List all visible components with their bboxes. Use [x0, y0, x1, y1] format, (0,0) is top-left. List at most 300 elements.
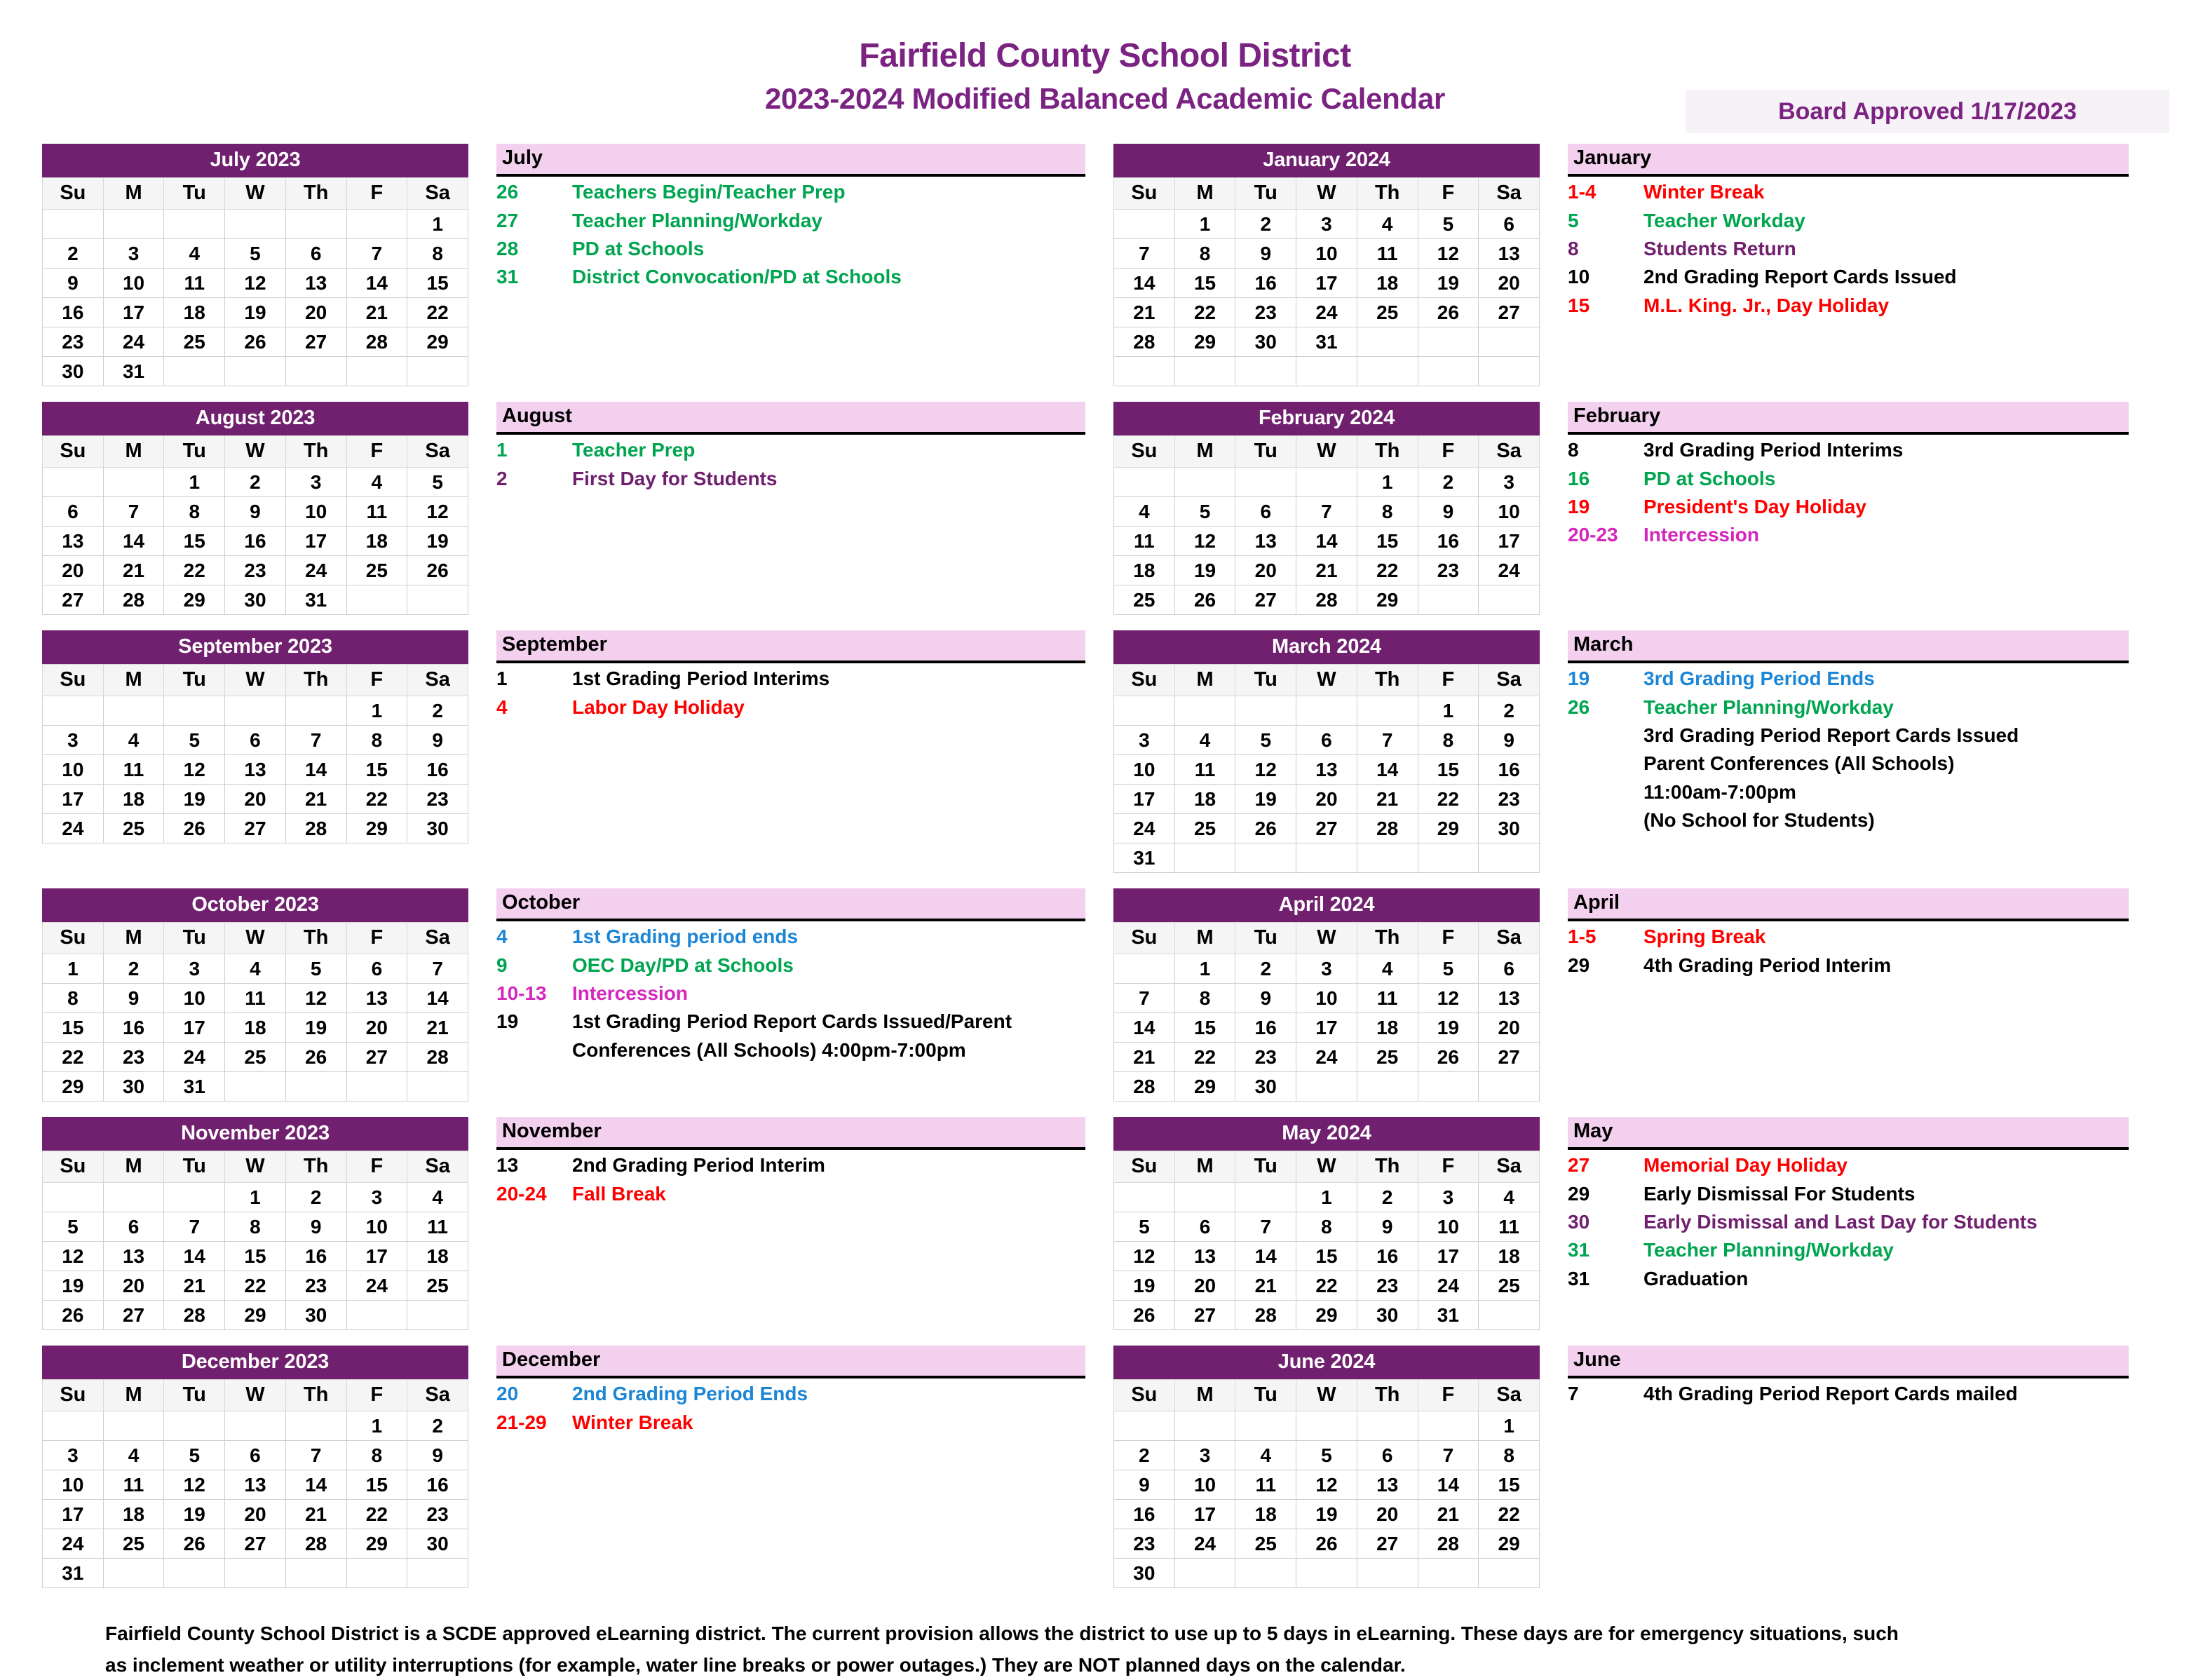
day-cell: 9	[407, 726, 468, 755]
day-cell: 8	[1174, 984, 1235, 1013]
weekday-header-f: F	[1418, 178, 1479, 210]
day-cell: 28	[346, 327, 407, 357]
week-row	[43, 1183, 468, 1212]
event-date: 15	[1568, 294, 1590, 316]
weekday-header-sa: Sa	[407, 436, 468, 468]
day-cell: 2	[285, 1183, 346, 1212]
weekday-header-su: Su	[43, 1380, 104, 1411]
day-cell: 21	[1114, 298, 1175, 327]
week-row	[1114, 1072, 1540, 1102]
day-cell: 22	[1479, 1500, 1540, 1529]
week-row	[43, 327, 468, 357]
weekday-header-row	[1114, 1151, 1540, 1183]
weekday-header-tu: Tu	[164, 1380, 225, 1411]
day-cell: 25	[103, 1529, 164, 1559]
day-cell: 7	[285, 1441, 346, 1470]
day-cell: 10	[1174, 1470, 1235, 1500]
week-row	[43, 269, 468, 298]
day-cell: 16	[1479, 755, 1540, 785]
day-cell: 11	[1174, 755, 1235, 785]
day-cell: 15	[43, 1013, 104, 1043]
empty-cell	[1418, 327, 1479, 357]
day-cell: 23	[103, 1043, 164, 1072]
day-cell: 18	[1235, 1500, 1296, 1529]
event-item	[496, 953, 1085, 978]
week-row	[1114, 785, 1540, 814]
empty-cell	[103, 1183, 164, 1212]
day-cell: 2	[407, 696, 468, 726]
month-table	[1113, 1379, 1540, 1588]
day-cell: 17	[103, 298, 164, 327]
day-cell: 20	[1235, 556, 1296, 585]
day-cell: 12	[407, 497, 468, 527]
day-cell: 1	[1479, 1411, 1540, 1441]
event-label: Teacher Workday	[1643, 209, 1805, 231]
day-cell: 3	[164, 954, 225, 984]
weekday-header-m: M	[1174, 1151, 1235, 1183]
week-row	[1114, 1043, 1540, 1072]
empty-cell	[1296, 468, 1357, 497]
empty-cell	[1174, 1411, 1235, 1441]
event-label: Fall Break	[572, 1182, 666, 1205]
week-row	[43, 785, 468, 814]
events-jul	[496, 144, 1085, 386]
day-cell: 27	[43, 585, 104, 615]
day-cell: 3	[1114, 726, 1175, 755]
empty-cell	[225, 210, 286, 239]
day-cell: 9	[1418, 497, 1479, 527]
event-label: PD at Schools	[1643, 467, 1776, 489]
day-cell: 27	[285, 327, 346, 357]
day-cell: 25	[103, 814, 164, 844]
event-item	[496, 208, 1085, 233]
day-cell: 13	[1296, 755, 1357, 785]
event-date: 8	[1568, 237, 1579, 259]
empty-cell	[1114, 954, 1175, 984]
weekday-header-th: Th	[1357, 1380, 1418, 1411]
event-date: 4	[496, 696, 508, 718]
weekday-header-w: W	[1296, 923, 1357, 954]
empty-cell	[164, 1183, 225, 1212]
weekday-header-f: F	[346, 923, 407, 954]
day-cell: 21	[1357, 785, 1418, 814]
day-cell: 20	[346, 1013, 407, 1043]
day-cell: 9	[1357, 1212, 1418, 1242]
event-item	[1568, 1381, 2129, 1407]
day-cell: 27	[1357, 1529, 1418, 1559]
day-cell: 23	[1235, 298, 1296, 327]
month-may2024	[1113, 1117, 1540, 1330]
weekday-header-th: Th	[1357, 178, 1418, 210]
week-row	[1114, 210, 1540, 239]
event-item	[1568, 236, 2129, 262]
event-item	[1568, 1238, 2129, 1263]
day-cell: 11	[1357, 239, 1418, 269]
empty-cell	[1357, 327, 1418, 357]
day-cell: 12	[1296, 1470, 1357, 1500]
day-cell: 14	[1296, 527, 1357, 556]
empty-cell	[285, 696, 346, 726]
day-cell: 1	[1296, 1183, 1357, 1212]
empty-cell	[1235, 1411, 1296, 1441]
day-cell: 30	[225, 585, 286, 615]
event-item	[1568, 494, 2129, 520]
day-cell: 15	[1174, 1013, 1235, 1043]
event-date: 26	[1568, 696, 1590, 718]
event-item	[496, 1038, 1085, 1063]
week-row	[43, 1072, 468, 1102]
weekday-header-f: F	[1418, 923, 1479, 954]
event-date: 1-4	[1568, 181, 1597, 203]
day-cell: 24	[1296, 298, 1357, 327]
week-row	[1114, 527, 1540, 556]
week-row	[1114, 755, 1540, 785]
weekday-header-sa: Sa	[407, 923, 468, 954]
month-table	[42, 664, 468, 844]
day-cell: 28	[1418, 1529, 1479, 1559]
day-cell: 20	[1296, 785, 1357, 814]
event-date: 8	[1568, 439, 1579, 461]
empty-cell	[164, 1411, 225, 1441]
day-cell: 17	[1114, 785, 1175, 814]
day-cell: 8	[407, 239, 468, 269]
day-cell: 7	[1296, 497, 1357, 527]
weekday-header-row	[43, 436, 468, 468]
month-table	[1113, 435, 1540, 615]
month-table	[1113, 922, 1540, 1102]
events-header: August	[496, 402, 1085, 435]
day-cell: 25	[164, 327, 225, 357]
day-cell: 2	[407, 1411, 468, 1441]
day-cell: 6	[1174, 1212, 1235, 1242]
day-cell: 3	[43, 1441, 104, 1470]
empty-cell	[103, 696, 164, 726]
week-row	[43, 1212, 468, 1242]
page-header	[0, 0, 2210, 125]
month-table	[1113, 177, 1540, 386]
day-cell: 29	[407, 327, 468, 357]
week-row	[1114, 1441, 1540, 1470]
events-aug	[496, 402, 1085, 615]
weekday-header-sa: Sa	[407, 1151, 468, 1183]
month-title: January 2024	[1113, 144, 1540, 177]
month-sep2023	[42, 630, 468, 873]
day-cell: 15	[1357, 527, 1418, 556]
weekday-header-th: Th	[285, 923, 346, 954]
day-cell: 14	[285, 1470, 346, 1500]
event-item	[1568, 723, 2129, 748]
weekday-header-w: W	[225, 178, 286, 210]
week-row	[1114, 1559, 1540, 1588]
day-cell: 13	[225, 755, 286, 785]
empty-cell	[1296, 1559, 1357, 1588]
day-cell: 2	[1479, 696, 1540, 726]
empty-cell	[346, 1301, 407, 1330]
day-cell: 2	[1114, 1441, 1175, 1470]
event-item	[496, 179, 1085, 205]
weekday-header-sa: Sa	[407, 665, 468, 696]
day-cell: 27	[1174, 1301, 1235, 1330]
event-item	[496, 1381, 1085, 1407]
week-row	[1114, 556, 1540, 585]
event-label: 3rd Grading Period Ends	[1643, 668, 1875, 690]
day-cell: 18	[103, 785, 164, 814]
day-cell: 17	[1296, 269, 1357, 298]
week-row	[1114, 1271, 1540, 1301]
weekday-header-row	[43, 1151, 468, 1183]
empty-cell	[346, 357, 407, 386]
day-cell: 31	[285, 585, 346, 615]
day-cell: 13	[1174, 1242, 1235, 1271]
day-cell: 26	[1174, 585, 1235, 615]
empty-cell	[1174, 468, 1235, 497]
event-item	[1568, 953, 2129, 978]
day-cell: 23	[1479, 785, 1540, 814]
day-cell: 16	[1114, 1500, 1175, 1529]
weekday-header-tu: Tu	[164, 1151, 225, 1183]
day-cell: 23	[1114, 1529, 1175, 1559]
day-cell: 28	[1114, 327, 1175, 357]
day-cell: 25	[1114, 585, 1175, 615]
day-cell: 5	[1235, 726, 1296, 755]
event-label: Teachers Begin/Teacher Prep	[572, 181, 846, 203]
day-cell: 26	[164, 1529, 225, 1559]
day-cell: 4	[1479, 1183, 1540, 1212]
day-cell: 25	[1479, 1271, 1540, 1301]
day-cell: 29	[1357, 585, 1418, 615]
empty-cell	[1418, 585, 1479, 615]
events-sep	[496, 630, 1085, 873]
events-apr	[1568, 888, 2129, 1102]
weekday-header-w: W	[225, 923, 286, 954]
event-item	[1568, 1266, 2129, 1292]
weekday-header-tu: Tu	[1235, 923, 1296, 954]
weekday-header-su: Su	[1114, 436, 1175, 468]
day-cell: 30	[1114, 1559, 1175, 1588]
day-cell: 9	[1114, 1470, 1175, 1500]
day-cell: 1	[346, 1411, 407, 1441]
week-row	[43, 954, 468, 984]
weekday-header-su: Su	[43, 665, 104, 696]
weekday-header-th: Th	[285, 178, 346, 210]
weekday-header-row	[43, 178, 468, 210]
empty-cell	[43, 1411, 104, 1441]
day-cell: 15	[346, 1470, 407, 1500]
day-cell: 13	[1479, 984, 1540, 1013]
day-cell: 15	[225, 1242, 286, 1271]
day-cell: 9	[1235, 984, 1296, 1013]
empty-cell	[164, 696, 225, 726]
week-row	[1114, 468, 1540, 497]
events-header: June	[1568, 1346, 2129, 1378]
day-cell: 1	[1357, 468, 1418, 497]
event-item	[1568, 264, 2129, 290]
empty-cell	[1479, 1072, 1540, 1102]
day-cell: 12	[43, 1242, 104, 1271]
empty-cell	[1174, 1183, 1235, 1212]
event-item	[496, 1410, 1085, 1435]
empty-cell	[1479, 357, 1540, 386]
weekday-header-su: Su	[1114, 665, 1175, 696]
weekday-header-su: Su	[43, 923, 104, 954]
week-row	[43, 1043, 468, 1072]
day-cell: 6	[1357, 1441, 1418, 1470]
week-row	[43, 210, 468, 239]
day-cell: 13	[43, 527, 104, 556]
week-row	[43, 1301, 468, 1330]
day-cell: 8	[1418, 726, 1479, 755]
day-cell: 7	[164, 1212, 225, 1242]
day-cell: 29	[1174, 1072, 1235, 1102]
week-row	[1114, 696, 1540, 726]
event-label: Early Dismissal For Students	[1643, 1182, 1916, 1205]
day-cell: 10	[164, 984, 225, 1013]
day-cell: 7	[407, 954, 468, 984]
day-cell: 11	[225, 984, 286, 1013]
day-cell: 6	[1296, 726, 1357, 755]
day-cell: 16	[407, 755, 468, 785]
day-cell: 15	[1418, 755, 1479, 785]
day-cell: 12	[1418, 984, 1479, 1013]
day-cell: 27	[225, 1529, 286, 1559]
day-cell: 19	[1418, 269, 1479, 298]
day-cell: 22	[346, 1500, 407, 1529]
day-cell: 11	[103, 755, 164, 785]
empty-cell	[1296, 844, 1357, 873]
day-cell: 2	[225, 468, 286, 497]
month-mar2024	[1113, 630, 1540, 873]
day-cell: 2	[1418, 468, 1479, 497]
week-row	[43, 814, 468, 844]
weekday-header-f: F	[1418, 436, 1479, 468]
events-header: July	[496, 144, 1085, 177]
board-approved-badge: Board Approved 1/17/2023	[1686, 90, 2169, 133]
empty-cell	[1235, 468, 1296, 497]
day-cell: 6	[103, 1212, 164, 1242]
day-cell: 19	[1235, 785, 1296, 814]
day-cell: 18	[1479, 1242, 1540, 1271]
event-date: 29	[1568, 1182, 1590, 1205]
event-item	[496, 666, 1085, 691]
event-item	[496, 264, 1085, 290]
weekday-header-f: F	[346, 436, 407, 468]
week-row	[1114, 1500, 1540, 1529]
event-item	[1568, 751, 2129, 776]
day-cell: 29	[164, 585, 225, 615]
day-cell: 9	[1479, 726, 1540, 755]
week-row	[1114, 984, 1540, 1013]
day-cell: 24	[1174, 1529, 1235, 1559]
weekday-header-tu: Tu	[1235, 436, 1296, 468]
day-cell: 26	[1235, 814, 1296, 844]
empty-cell	[43, 696, 104, 726]
empty-cell	[1174, 696, 1235, 726]
day-cell: 3	[1479, 468, 1540, 497]
empty-cell	[225, 357, 286, 386]
event-item	[1568, 208, 2129, 233]
empty-cell	[103, 468, 164, 497]
weekday-header-su: Su	[43, 1151, 104, 1183]
month-table	[1113, 1151, 1540, 1330]
event-item	[1568, 1153, 2129, 1178]
day-cell: 13	[346, 984, 407, 1013]
event-date: 5	[1568, 209, 1579, 231]
day-cell: 7	[1114, 984, 1175, 1013]
day-cell: 26	[1296, 1529, 1357, 1559]
day-cell: 28	[407, 1043, 468, 1072]
day-cell: 1	[1174, 954, 1235, 984]
weekday-header-f: F	[1418, 1380, 1479, 1411]
weekday-header-w: W	[225, 436, 286, 468]
weekday-header-row	[43, 665, 468, 696]
event-item	[1568, 179, 2129, 205]
day-cell: 1	[164, 468, 225, 497]
events-jun	[1568, 1346, 2129, 1588]
day-cell: 4	[1357, 210, 1418, 239]
day-cell: 10	[1114, 755, 1175, 785]
events-header: November	[496, 1117, 1085, 1150]
week-row	[43, 726, 468, 755]
event-label: Teacher Planning/Workday	[1643, 1239, 1894, 1261]
day-cell: 8	[225, 1212, 286, 1242]
day-cell: 23	[225, 556, 286, 585]
day-cell: 2	[1235, 954, 1296, 984]
day-cell: 30	[407, 814, 468, 844]
day-cell: 9	[1235, 239, 1296, 269]
day-cell: 21	[346, 298, 407, 327]
day-cell: 25	[346, 556, 407, 585]
week-row	[43, 585, 468, 615]
month-table	[42, 177, 468, 386]
event-item	[1568, 808, 2129, 833]
day-cell: 17	[43, 1500, 104, 1529]
event-date: 20-23	[1568, 524, 1618, 546]
day-cell: 17	[1418, 1242, 1479, 1271]
day-cell: 30	[1479, 814, 1540, 844]
day-cell: 1	[346, 696, 407, 726]
month-title: May 2024	[1113, 1117, 1540, 1151]
month-title: April 2024	[1113, 888, 1540, 922]
day-cell: 26	[1114, 1301, 1175, 1330]
month-title: July 2023	[42, 144, 468, 177]
day-cell: 6	[1479, 210, 1540, 239]
weekday-header-sa: Sa	[407, 178, 468, 210]
day-cell: 25	[1174, 814, 1235, 844]
page-title: Fairfield County School District	[859, 37, 1351, 74]
empty-cell	[1114, 357, 1175, 386]
events-jan	[1568, 144, 2129, 386]
week-row	[1114, 1183, 1540, 1212]
event-label: Intercession	[1643, 524, 1759, 546]
day-cell: 5	[1114, 1212, 1175, 1242]
day-cell: 18	[407, 1242, 468, 1271]
day-cell: 5	[1418, 210, 1479, 239]
day-cell: 30	[1235, 327, 1296, 357]
week-row	[43, 1559, 468, 1588]
day-cell: 22	[1174, 298, 1235, 327]
day-cell: 24	[164, 1043, 225, 1072]
day-cell: 21	[1114, 1043, 1175, 1072]
day-cell: 4	[1174, 726, 1235, 755]
day-cell: 22	[43, 1043, 104, 1072]
day-cell: 4	[225, 954, 286, 984]
day-cell: 24	[1296, 1043, 1357, 1072]
day-cell: 17	[164, 1013, 225, 1043]
day-cell: 25	[225, 1043, 286, 1072]
weekday-header-sa: Sa	[1479, 436, 1540, 468]
weekday-header-su: Su	[1114, 178, 1175, 210]
day-cell: 11	[1357, 984, 1418, 1013]
